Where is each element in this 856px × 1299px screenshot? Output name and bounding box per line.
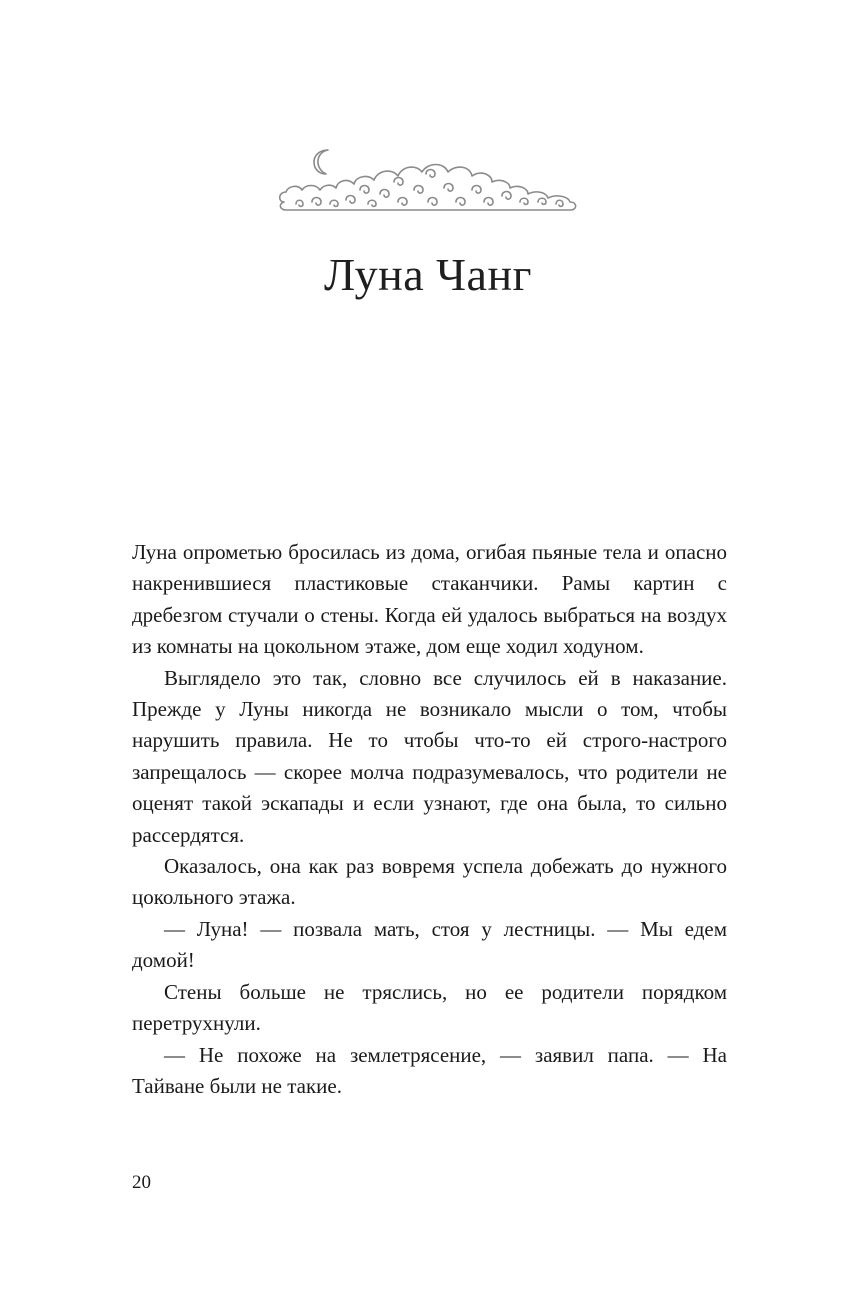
moon-and-clouds-icon — [276, 144, 584, 218]
chapter-body — [132, 537, 727, 1102]
paragraph: Оказалось, она как раз вовремя успела добежать до нужного цокольного этажа. — [132, 854, 727, 910]
paragraph: Луна опрометью бросилась из дома, огибая пьяные тела и опасно накренившиеся пластиковые стаканчики. Рамы картин с дребезгом стучали о стены. Когда ей удалось выбраться на воздух из комнаты на цокольном этаже, дом еще ходил ходуном. — [132, 540, 727, 659]
chapter-title: Луна Чанг — [324, 249, 532, 300]
paragraph: Стены больше не тряслись, но ее родители порядком перетрухнули. — [132, 979, 727, 1036]
paragraph: — Луна! — позвала мать, стоя у лестницы. — Мы едем домой! — [132, 916, 727, 973]
page-number: 20 — [132, 1172, 151, 1193]
paragraph: Выглядело это так, словно все случилось ей в наказание. Прежде у Луны никогда не возникало мысли о том, чтобы нарушить правила. Не то чтобы что-то ей строго-настрого запрещалось — скорее молча подразумевалось, что родители не оценят такой эскапады и если узнают, где она была, то сильно рассердятся. — [132, 665, 727, 847]
paragraph: — Не похоже на землетрясение, — заявил папа. — На Тайване были не такие. — [132, 1042, 727, 1098]
